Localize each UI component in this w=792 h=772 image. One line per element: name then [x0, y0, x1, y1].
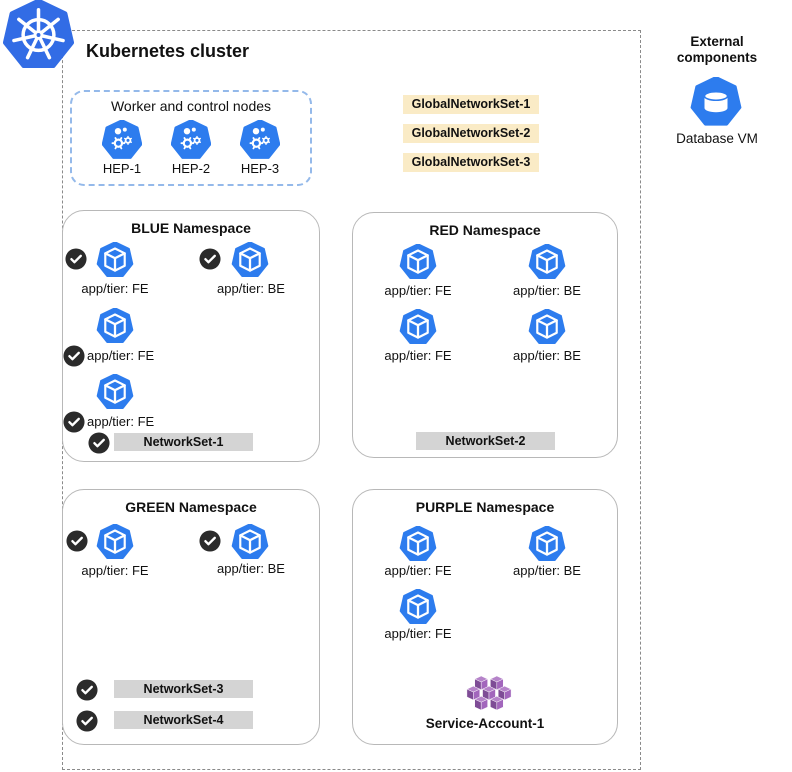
namespace-title: PURPLE Namespace — [415, 499, 555, 515]
check-icon — [199, 530, 221, 552]
pod-label: app/tier: BE — [513, 563, 581, 578]
nodes-row — [72, 120, 310, 176]
node-icon — [102, 120, 142, 160]
check-icon — [88, 432, 110, 454]
pod-label: app/tier: FE — [81, 281, 149, 296]
network-set-label: NetworkSet-2 — [416, 432, 555, 450]
node-hep-3 — [238, 120, 282, 176]
database-vm-label: Database VM — [676, 131, 758, 146]
pod-label: app/tier: FE — [87, 414, 155, 429]
database-vm-icon — [690, 77, 742, 127]
namespace-blue — [62, 210, 320, 462]
check-icon — [199, 248, 221, 270]
pod-label: app/tier: FE — [384, 348, 452, 363]
global-network-set-1: GlobalNetworkSet-1 — [403, 95, 539, 114]
worker-nodes-box — [70, 90, 312, 186]
pod-label: app/tier: FE — [384, 626, 452, 641]
check-icon — [76, 679, 98, 701]
check-icon — [65, 248, 87, 270]
pod-icon — [528, 526, 566, 562]
check-icon — [76, 710, 98, 732]
namespace-green — [62, 489, 320, 745]
pod-icon — [96, 524, 134, 560]
pod-icon — [231, 242, 269, 278]
namespace-title: BLUE Namespace — [131, 220, 251, 236]
node-label: HEP-2 — [171, 161, 211, 176]
pod-label: app/tier: FE — [384, 283, 452, 298]
pod-icon — [399, 309, 437, 345]
pod-label: app/tier: BE — [217, 281, 285, 296]
global-network-set-2: GlobalNetworkSet-2 — [403, 124, 539, 143]
service-account-label: Service-Account-1 — [425, 716, 545, 731]
pod-label: app/tier: BE — [217, 561, 285, 576]
namespace-title: GREEN Namespace — [125, 499, 257, 515]
pod-icon — [399, 589, 437, 625]
network-set-label: NetworkSet-4 — [114, 711, 253, 729]
check-icon — [63, 345, 85, 367]
pod-icon — [231, 524, 269, 560]
check-icon — [63, 411, 85, 433]
pod-label: app/tier: BE — [513, 348, 581, 363]
global-network-set-3: GlobalNetworkSet-3 — [403, 153, 539, 172]
kubernetes-logo-icon — [3, 0, 74, 70]
pod-label: app/tier: FE — [384, 563, 452, 578]
pod-icon — [96, 242, 134, 278]
network-set-label: NetworkSet-3 — [114, 680, 253, 698]
service-account-icon — [466, 676, 512, 711]
network-set-label: NetworkSet-1 — [114, 433, 253, 451]
node-icon — [171, 120, 211, 160]
pod-label: app/tier: FE — [81, 563, 149, 578]
global-network-sets — [403, 95, 539, 182]
pod-icon — [399, 526, 437, 562]
pod-icon — [528, 244, 566, 280]
namespace-purple — [352, 489, 618, 745]
external-components-title: External components — [676, 34, 758, 66]
pod-icon — [399, 244, 437, 280]
pod-icon — [96, 374, 134, 410]
pod-label: app/tier: BE — [513, 283, 581, 298]
check-icon — [66, 530, 88, 552]
namespace-title: RED Namespace — [429, 222, 541, 238]
node-icon — [240, 120, 280, 160]
node-hep-1 — [100, 120, 144, 176]
pod-icon — [528, 309, 566, 345]
pod-icon — [96, 308, 134, 344]
pod-label: app/tier: FE — [87, 348, 155, 363]
node-label: HEP-3 — [240, 161, 280, 176]
namespace-red — [352, 212, 618, 458]
cluster-title: Kubernetes cluster — [86, 41, 250, 61]
node-hep-2 — [169, 120, 213, 176]
worker-box-title: Worker and control nodes — [110, 98, 272, 114]
node-label: HEP-1 — [102, 161, 142, 176]
